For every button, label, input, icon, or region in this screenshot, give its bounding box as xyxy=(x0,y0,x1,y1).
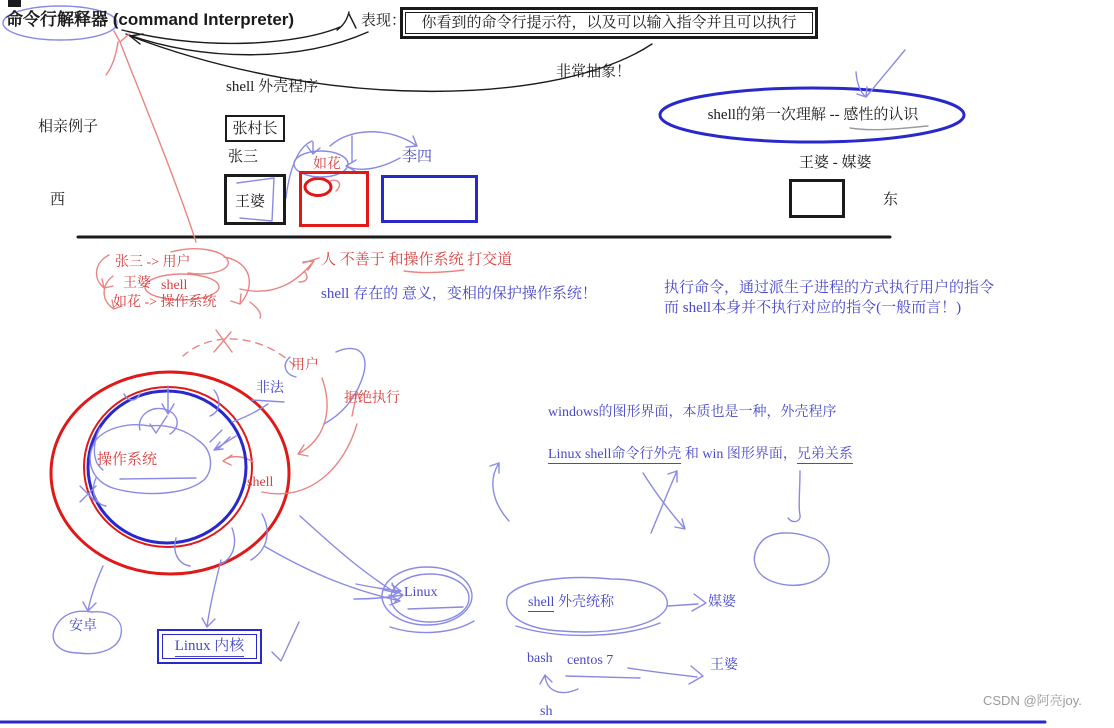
bash-label: bash xyxy=(527,651,553,666)
first-understanding-note xyxy=(672,106,954,124)
wangpo-west-label: 王婆 xyxy=(235,194,266,210)
and-text: 和 xyxy=(681,447,703,462)
sh-label: sh xyxy=(540,704,553,719)
performance-box xyxy=(400,7,818,39)
linux-shell-text: Linux shell命令行外壳 xyxy=(548,447,682,462)
shell-mapping-note: shell xyxy=(161,278,188,293)
lisi-label: 李四 xyxy=(402,149,433,165)
refuse-exec-label: 拒绝执行 xyxy=(344,391,400,406)
zhangsan-label: 张三 xyxy=(228,149,259,165)
performance-box-text: 你看到的命令行提示符，以及可以输入指令并且可以执行 xyxy=(421,15,797,31)
emph-underline xyxy=(850,126,928,130)
blue-box xyxy=(381,175,478,223)
very-abstract-note: 非常抽象！ xyxy=(556,64,632,80)
first-understanding-emph: 感性的认识 xyxy=(843,107,919,123)
shell-general-shell: shell xyxy=(528,595,555,610)
shell-general-rest: 外壳统称 xyxy=(554,595,614,610)
ruhua-label: 如花 xyxy=(313,157,341,172)
wangpo-bottom-label: 王婆 xyxy=(710,658,738,673)
human-note-pre: 人 不善于 和 xyxy=(321,252,404,268)
wangpo-mapping-note: 王婆 xyxy=(123,276,151,291)
shell-meaning-note: shell 存在的 意义，变相的保护操作系统！ xyxy=(321,286,597,302)
os-circle-label: 操作系统 xyxy=(97,452,158,468)
red-box xyxy=(299,171,369,227)
human-os-note xyxy=(321,251,512,269)
win-blob xyxy=(754,533,829,585)
watermark: CSDN @阿亮joy. xyxy=(983,693,1082,708)
android-label: 安卓 xyxy=(69,619,97,634)
human-note-os: 操作系统 xyxy=(403,252,464,268)
shell-general-label xyxy=(528,595,614,612)
village-head-label: 张村长 xyxy=(232,120,278,137)
blue-marker-strokes xyxy=(0,88,1045,722)
centos-label: centos 7 xyxy=(567,653,614,668)
shell-program-label: shell 外壳程序 xyxy=(226,79,319,95)
east-label: 东 xyxy=(883,192,899,208)
first-understanding-text: shell的第一次理解 -- xyxy=(707,107,840,123)
matchmaking-example-label: 相亲例子 xyxy=(38,119,99,135)
illegal-label: 非法 xyxy=(256,381,284,396)
windows-gui-note: windows的图形界面，本质也是一种，外壳程序 xyxy=(548,405,837,420)
os-mapping-note: 如花 -> 操作系统 xyxy=(113,295,217,310)
wangpo-matchmaker-label: 王婆 - 媒婆 xyxy=(799,155,872,171)
page-title: 命令行解释器 (command Interpreter) xyxy=(6,10,295,29)
exec-note-line1: 执行命令，通过派生子进程的方式执行用户的指令 xyxy=(664,280,995,296)
west-label: 西 xyxy=(50,192,66,208)
user-mapping-note: 张三 -> 用户 xyxy=(115,255,191,270)
village-head-box xyxy=(225,115,285,142)
performance-label: 表现： xyxy=(361,13,407,29)
linux-win-note xyxy=(548,447,853,464)
east-black-box xyxy=(789,179,845,218)
matchmaker-label: 媒婆 xyxy=(708,595,736,610)
shell-circle-label: shell xyxy=(247,475,274,490)
human-note-post: 打交道 xyxy=(463,252,513,268)
linux-kernel-box xyxy=(157,629,262,664)
linux-label: Linux xyxy=(404,585,438,600)
corner-mark xyxy=(8,0,21,7)
exec-note-line2: 而 shell本身并不执行对应的指令(一般而言！) xyxy=(664,300,962,316)
brothers-text: 兄弟关系 xyxy=(796,447,853,462)
win-gui-text: win 图形界面， xyxy=(702,447,797,462)
user-circle-label: 用户 xyxy=(291,358,319,373)
linux-kernel-label: Linux 内核 xyxy=(175,637,245,657)
